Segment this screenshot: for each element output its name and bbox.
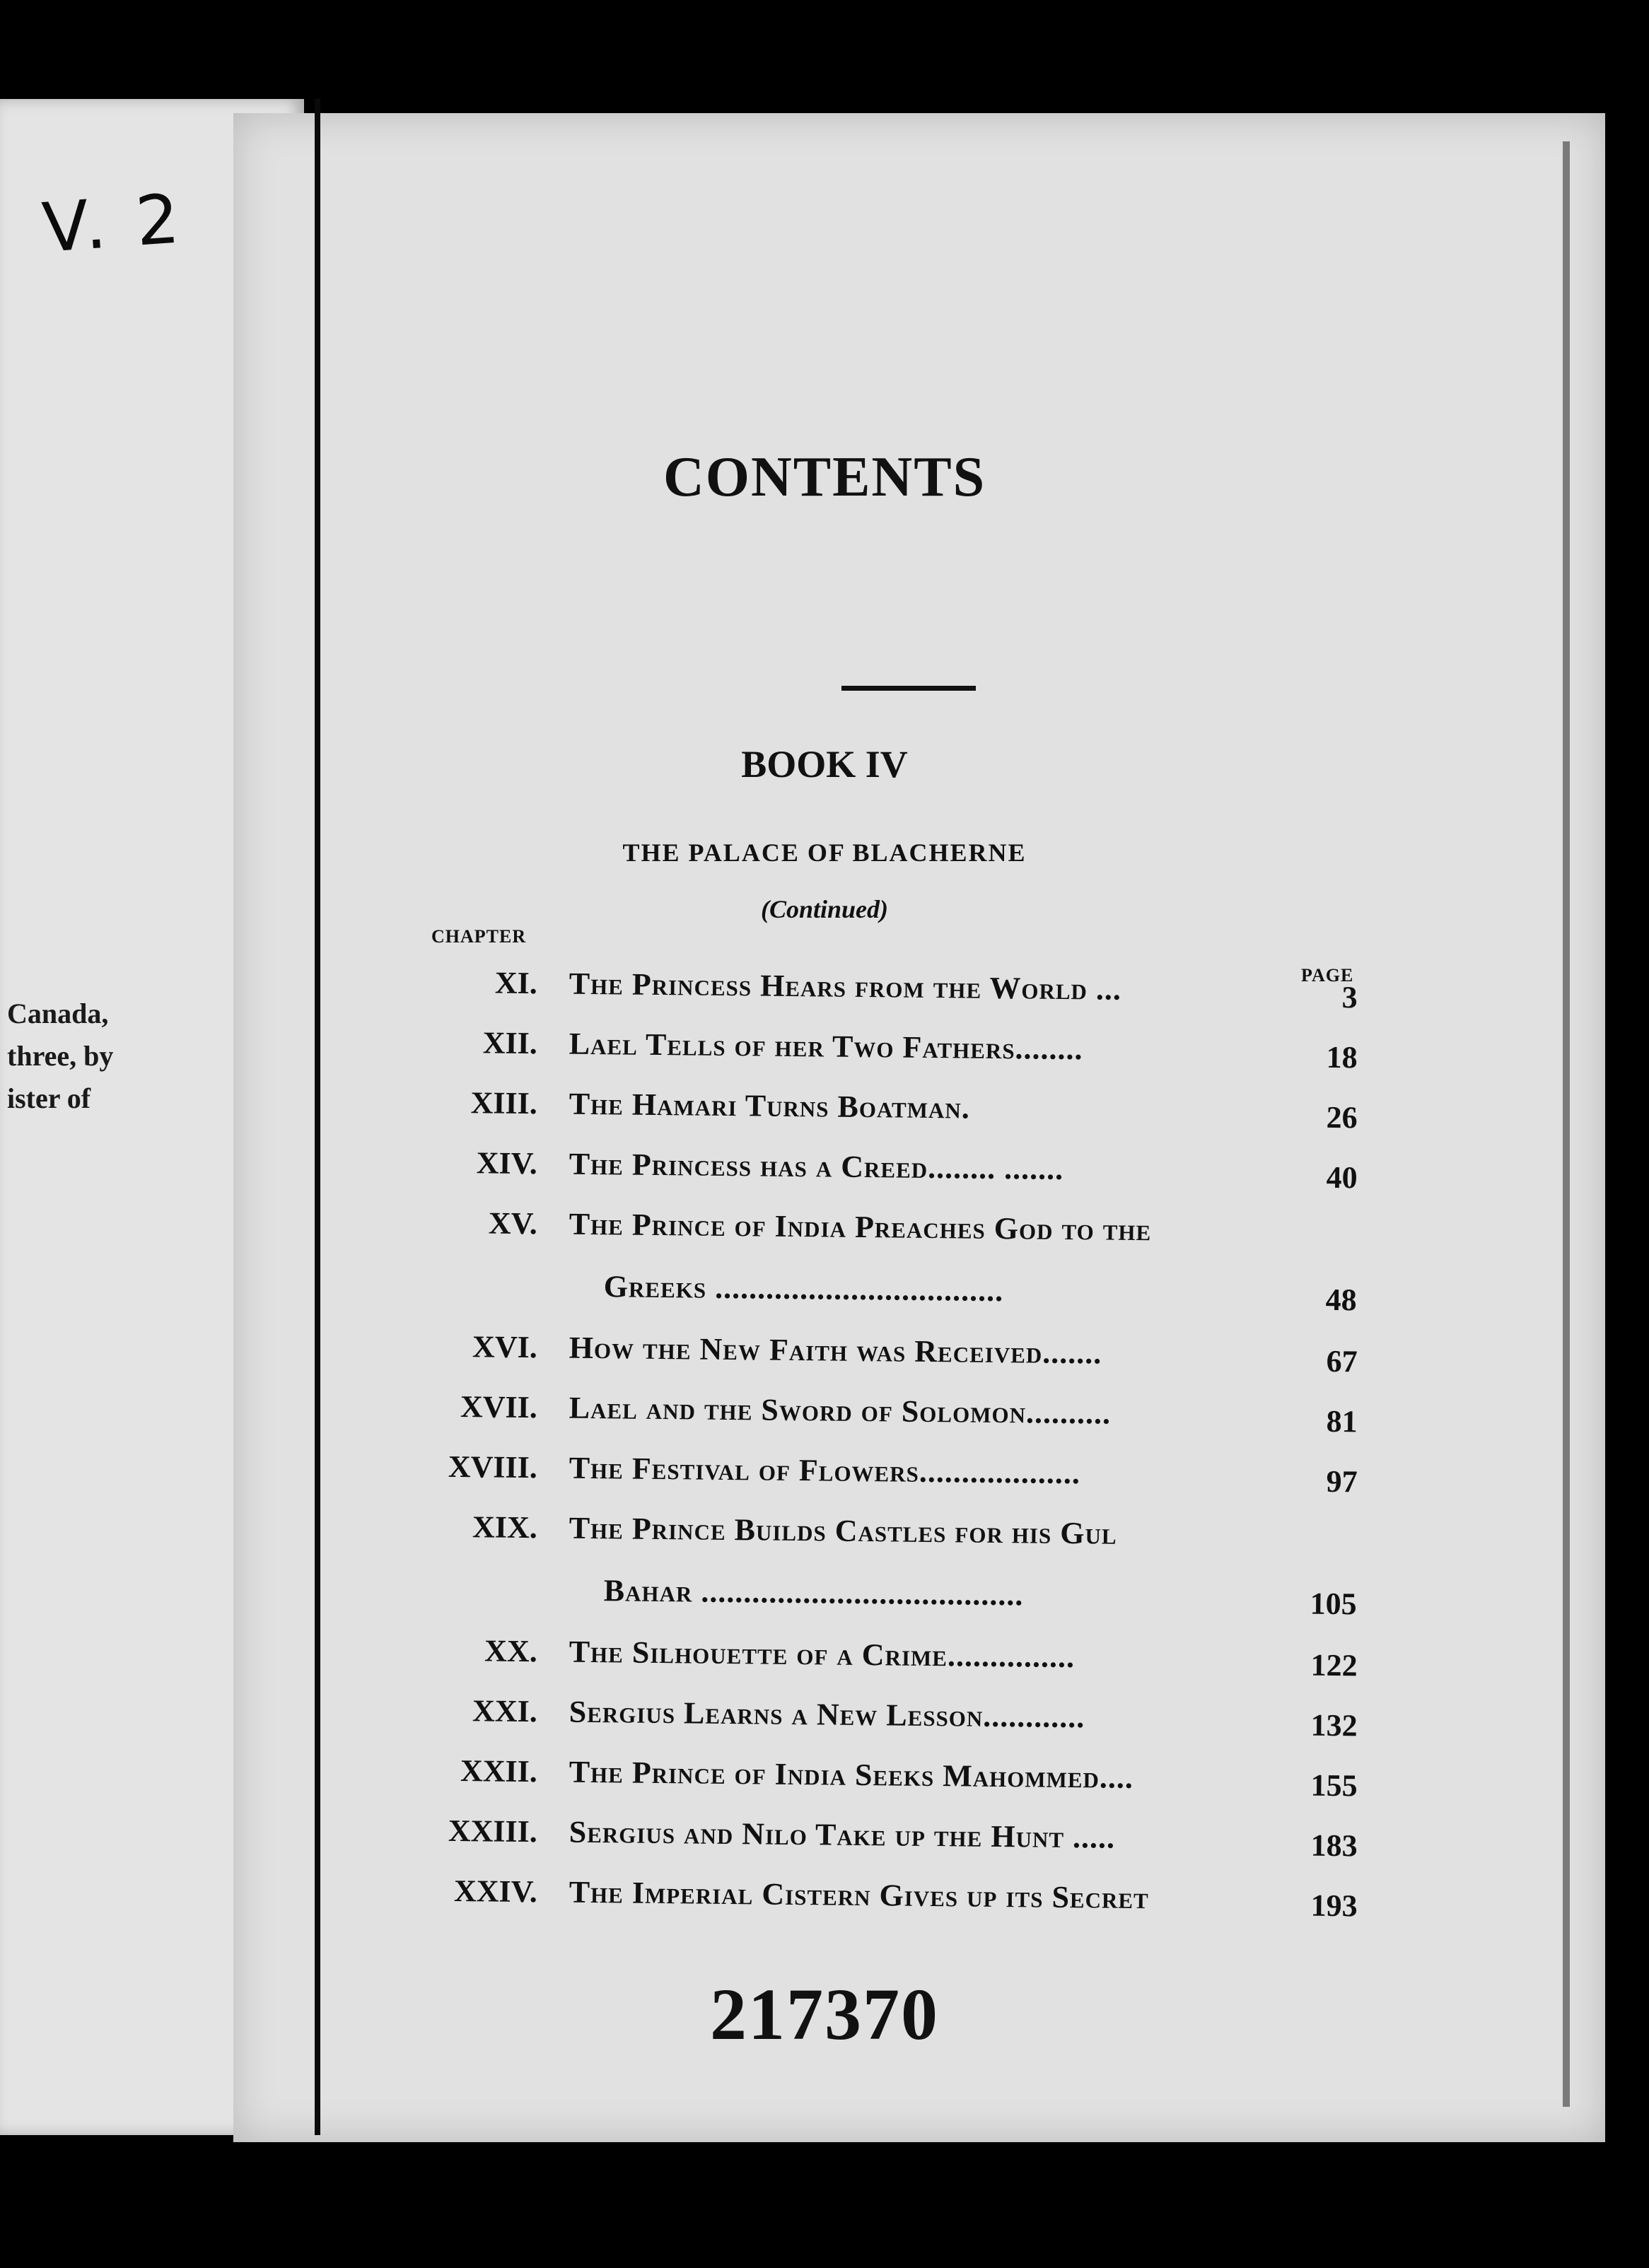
chapter-title: The Prince of India Seeks Mahommed.... <box>569 1754 1134 1796</box>
chapter-column-header: CHAPTER <box>431 926 527 947</box>
chapter-title: The Hamari Turns Boatman. <box>569 1086 971 1126</box>
page-column-header: PAGE <box>1301 965 1354 986</box>
page-edge <box>1563 141 1570 2107</box>
page-number: 81 <box>1326 1403 1358 1439</box>
left-page-text-line: Canada, <box>7 998 109 1029</box>
chapter-title: The Princess has a Creed........ ....... <box>569 1146 1064 1186</box>
chapter-title: The Princess Hears from the World ... <box>569 966 1122 1007</box>
chapter-title: The Festival of Flowers................... <box>569 1450 1081 1491</box>
page-number: 155 <box>1310 1767 1358 1804</box>
chapter-number: XV. <box>488 1205 538 1241</box>
chapter-title-continuation: Bahar ...................................... <box>603 1573 1024 1613</box>
chapter-number: XX. <box>484 1633 538 1669</box>
page-number: 193 <box>1310 1888 1358 1924</box>
chapter-number: XIII. <box>470 1085 538 1121</box>
chapter-number: XVII. <box>460 1389 538 1425</box>
chapter-title-continuation: Greeks .................................. <box>603 1269 1004 1309</box>
chapter-number: XXIII. <box>448 1813 538 1849</box>
page-number: 40 <box>1326 1159 1358 1196</box>
page-number: 26 <box>1326 1099 1358 1135</box>
page-number: 67 <box>1326 1343 1358 1379</box>
title-rule <box>841 686 976 691</box>
page-number: 122 <box>1310 1647 1358 1683</box>
chapter-number: XIV. <box>476 1145 538 1181</box>
page-number: 48 <box>1325 1282 1357 1318</box>
chapter-title: Sergius Learns a New Lesson............ <box>569 1694 1085 1735</box>
page-number: 3 <box>1341 980 1358 1015</box>
left-page-text-line: ister of <box>7 1082 91 1114</box>
chapter-title: The Prince Builds Castles for his Gul <box>569 1510 1117 1551</box>
book-heading: BOOK IV <box>741 743 908 785</box>
chapter-title: Sergius and Nilo Take up the Hunt ..... <box>569 1814 1116 1855</box>
chapter-number: XI. <box>494 965 538 1001</box>
book-subtitle: THE PALACE OF BLACHERNE <box>622 838 1027 867</box>
chapter-number: XII. <box>482 1025 538 1061</box>
chapter-title: Lael Tells of her Two Fathers........ <box>569 1026 1083 1067</box>
page-number: 18 <box>1326 1039 1358 1075</box>
page-number: 132 <box>1310 1707 1358 1743</box>
chapter-number: XVIII. <box>448 1449 538 1485</box>
accession-number-stamp: 217370 <box>710 1974 939 2055</box>
continued-note: (Continued) <box>760 895 889 923</box>
chapter-number: XXIV. <box>453 1873 538 1910</box>
chapter-title: Lael and the Sword of Solomon.......... <box>569 1390 1112 1431</box>
chapter-number: XXI. <box>472 1693 538 1729</box>
page-number: 105 <box>1310 1586 1357 1622</box>
page-number: 183 <box>1310 1828 1358 1864</box>
left-page-text-line: three, by <box>7 1040 114 1072</box>
page-number: 97 <box>1326 1463 1358 1500</box>
chapter-number: XVI. <box>472 1329 538 1365</box>
handwritten-volume-note: V. 2 <box>40 179 187 268</box>
chapter-title: The Prince of India Preaches God to the <box>569 1206 1152 1248</box>
chapter-number: XXII. <box>460 1753 538 1789</box>
chapter-number: XIX. <box>472 1509 538 1545</box>
chapter-title: How the New Faith was Received....... <box>569 1330 1102 1371</box>
chapter-title: The Imperial Cistern Gives up its Secret <box>569 1874 1149 1916</box>
page-title: CONTENTS <box>663 446 986 508</box>
page-gutter <box>315 99 320 2135</box>
chapter-title: The Silhouette of a Crime............... <box>569 1634 1076 1675</box>
